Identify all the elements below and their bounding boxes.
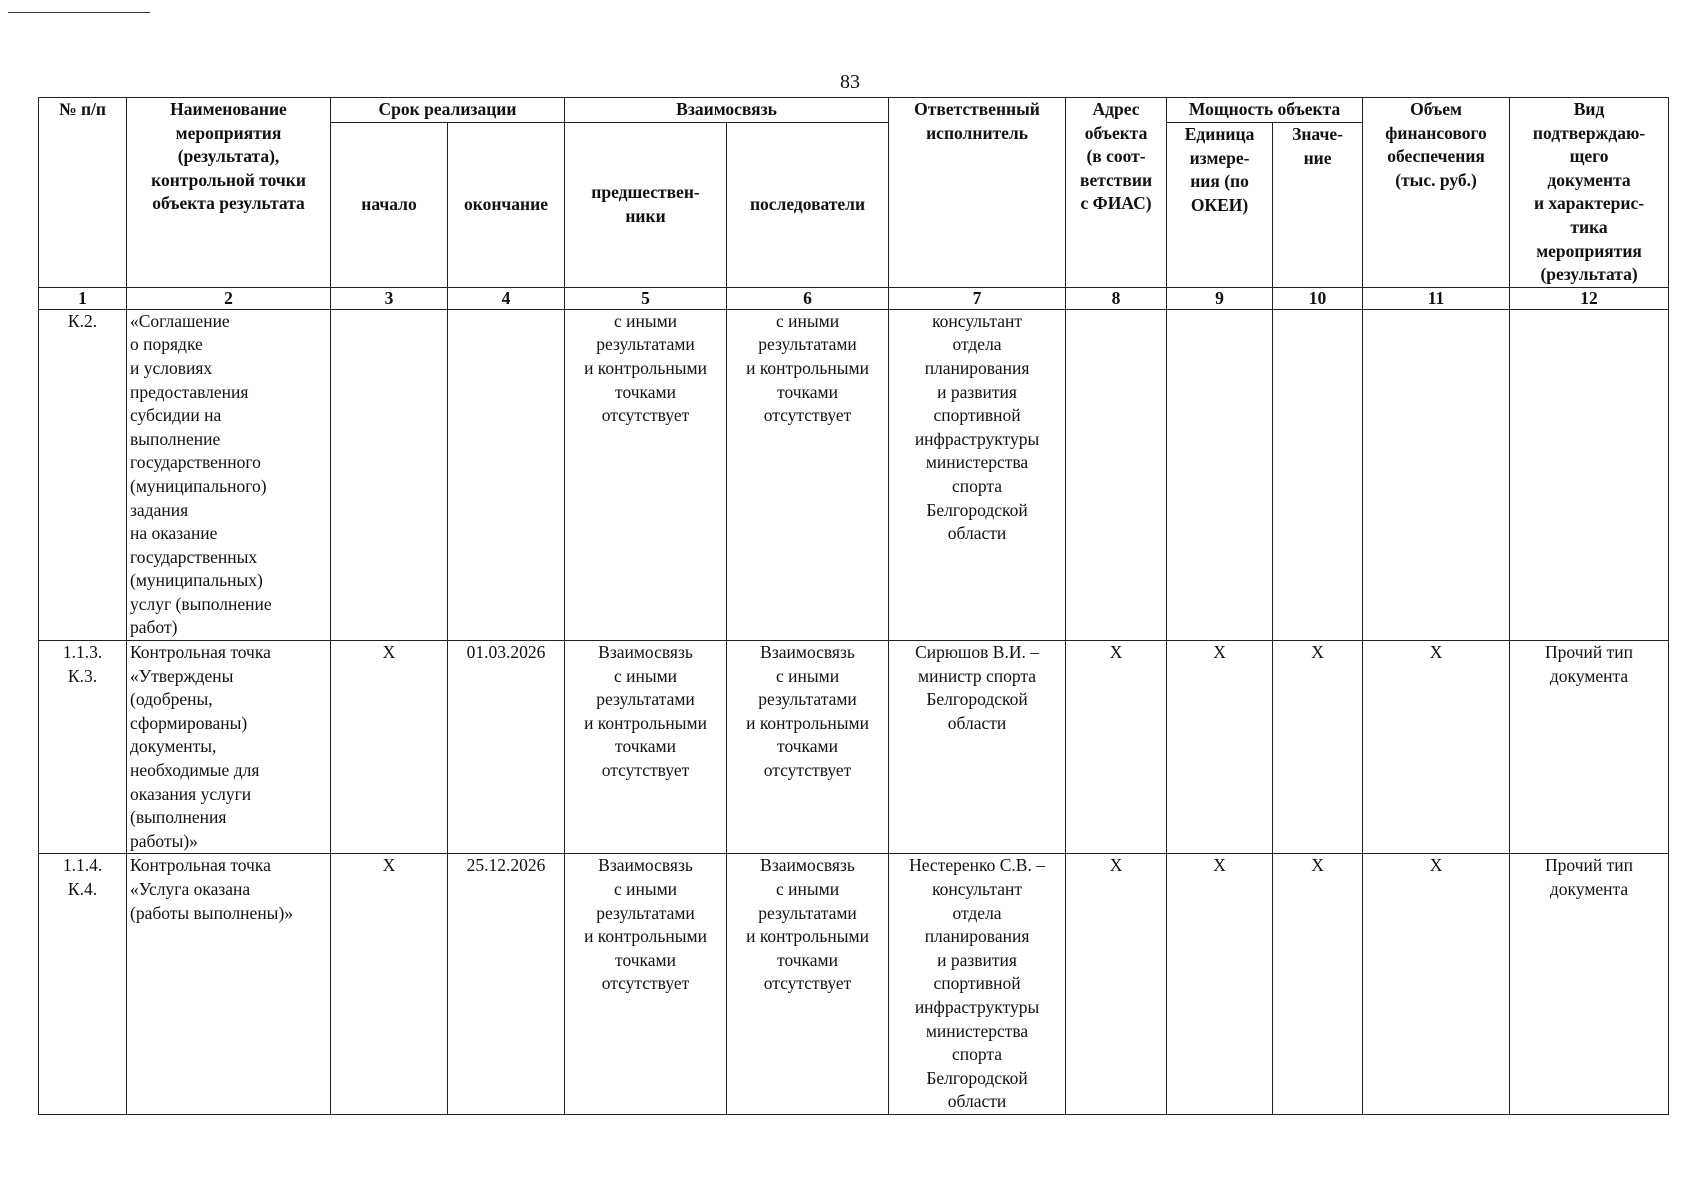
row-predecessors: Взаимосвязь с иными результатами и контрольными точками отсутствует [565, 641, 727, 854]
column-number-row [39, 287, 1669, 309]
row-name: Контрольная точка «Услуга оказана (работы выполнены)» [127, 854, 331, 1115]
row-end: 01.03.2026 [448, 641, 565, 854]
table-row [39, 854, 1669, 1115]
top-rule [8, 12, 150, 13]
header-unit: Единица измере- ния (по ОКЕИ) [1167, 123, 1273, 288]
row-address [1066, 309, 1167, 640]
header-capacity: Мощность объекта [1167, 98, 1363, 123]
header-end: окончание [448, 123, 565, 288]
row-value: Х [1273, 854, 1363, 1115]
row-successors: Взаимосвязь с иными результатами и контрольными точками отсутствует [727, 641, 889, 854]
row-num: 1.1.4. К.4. [39, 854, 127, 1115]
row-unit: Х [1167, 854, 1273, 1115]
row-unit: Х [1167, 641, 1273, 854]
header-link: Взаимосвязь [565, 98, 889, 123]
row-responsible: Нестеренко С.В. – консультант отдела планирования и развития спортивной инфраструктуры министерства спорта Белгородской области [889, 854, 1066, 1115]
row-address: Х [1066, 854, 1167, 1115]
column-number: 11 [1363, 287, 1510, 309]
header-num: № п/п [39, 98, 127, 288]
row-successors: с иными результатами и контрольными точками отсутствует [727, 309, 889, 640]
column-number: 5 [565, 287, 727, 309]
row-document: Прочий тип документа [1510, 854, 1669, 1115]
row-unit [1167, 309, 1273, 640]
row-value: Х [1273, 641, 1363, 854]
table-row [39, 641, 1669, 854]
column-number: 2 [127, 287, 331, 309]
row-num: К.2. [39, 309, 127, 640]
row-financing: Х [1363, 854, 1510, 1115]
column-number: 4 [448, 287, 565, 309]
row-name: Контрольная точка «Утверждены (одобрены, сформированы) документы, необходимые для оказания услуги (выполнения работы)» [127, 641, 331, 854]
header-row-1 [39, 98, 1669, 123]
row-document [1510, 309, 1669, 640]
row-start [331, 309, 448, 640]
column-number: 7 [889, 287, 1066, 309]
header-document: Вид подтверждаю- щего документа и характерис- тика мероприятия (результата) [1510, 98, 1669, 288]
header-address: Адрес объекта (в соот- ветствии с ФИАС) [1066, 98, 1167, 288]
row-financing [1363, 309, 1510, 640]
table-row [39, 309, 1669, 640]
row-start: Х [331, 854, 448, 1115]
row-num: 1.1.3. К.3. [39, 641, 127, 854]
row-name: «Соглашение о порядке и условиях предоставления субсидии на выполнение государственного (муниципального) задания на оказание государственных (муниципальных) услуг (выполнение работ) [127, 309, 331, 640]
column-number: 9 [1167, 287, 1273, 309]
row-start: Х [331, 641, 448, 854]
header-period: Срок реализации [331, 98, 565, 123]
row-predecessors: с иными результатами и контрольными точками отсутствует [565, 309, 727, 640]
column-number: 8 [1066, 287, 1167, 309]
row-value [1273, 309, 1363, 640]
row-financing: Х [1363, 641, 1510, 854]
row-address: Х [1066, 641, 1167, 854]
row-end [448, 309, 565, 640]
row-responsible: Сирюшов В.И. – министр спорта Белгородской области [889, 641, 1066, 854]
header-name: Наименование мероприятия (результата), контрольной точки объекта результата [127, 98, 331, 288]
column-number: 3 [331, 287, 448, 309]
column-number: 12 [1510, 287, 1669, 309]
header-successors: последователи [727, 123, 889, 288]
header-financing: Объем финансового обеспечения (тыс. руб.) [1363, 98, 1510, 288]
header-predecessors: предшествен- ники [565, 123, 727, 288]
column-number: 10 [1273, 287, 1363, 309]
header-value: Значе- ние [1273, 123, 1363, 288]
row-predecessors: Взаимосвязь с иными результатами и контрольными точками отсутствует [565, 854, 727, 1115]
header-responsible: Ответственный исполнитель [889, 98, 1066, 288]
row-successors: Взаимосвязь с иными результатами и контрольными точками отсутствует [727, 854, 889, 1115]
header-start: начало [331, 123, 448, 288]
column-number: 6 [727, 287, 889, 309]
page-number: 83 [840, 71, 860, 93]
row-responsible: консультант отдела планирования и развития спортивной инфраструктуры министерства спорта Белгородской области [889, 309, 1066, 640]
activities-table [38, 97, 1669, 1115]
column-number: 1 [39, 287, 127, 309]
row-document: Прочий тип документа [1510, 641, 1669, 854]
row-end: 25.12.2026 [448, 854, 565, 1115]
